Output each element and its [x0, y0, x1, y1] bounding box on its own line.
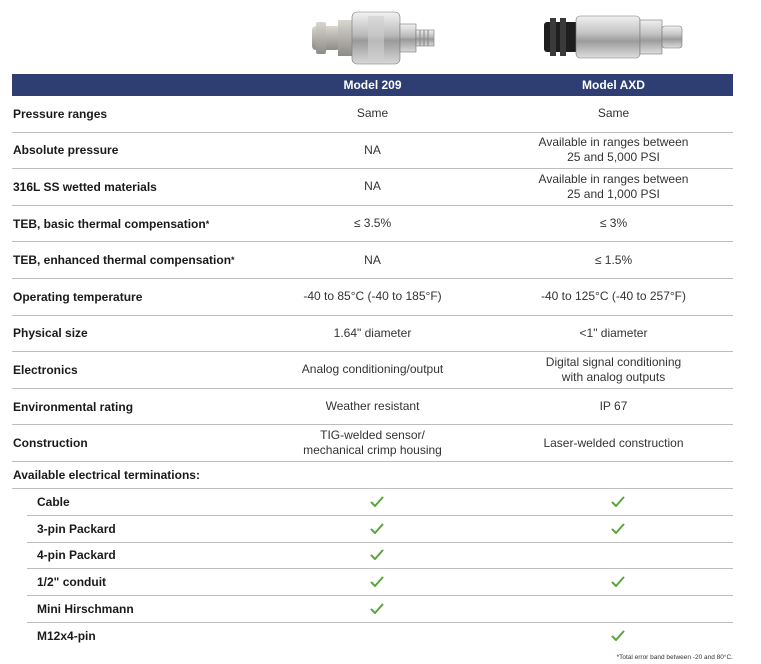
termination-row	[27, 596, 733, 623]
model-209-value: NA	[364, 142, 381, 157]
model-209-value: NA	[364, 252, 381, 267]
model-209-check-cell	[367, 569, 387, 595]
model-axd-value: <1" diameter	[579, 325, 648, 340]
termination-label: Mini Hirschmann	[37, 602, 134, 617]
row-label: Absolute pressure	[13, 143, 119, 158]
termination-row	[27, 489, 733, 516]
model-209-value: Weather resistant	[325, 399, 420, 414]
termination-row	[27, 516, 733, 543]
model-axd-value: IP 67	[599, 399, 628, 414]
model-axd-value: Available in ranges between 25 and 1,000 PSI	[538, 171, 689, 201]
header-model-209: Model 209	[343, 78, 402, 92]
table-row	[12, 206, 733, 243]
model-209-value: Analog conditioning/output	[301, 362, 444, 377]
check-icon	[611, 496, 625, 508]
model-axd-check-cell	[608, 543, 628, 569]
model-209-value: -40 to 85°C (-40 to 185°F)	[303, 289, 442, 304]
table-row	[12, 279, 733, 316]
header-model-axd: Model AXD	[582, 78, 645, 92]
table-header	[12, 74, 733, 96]
table-row	[12, 352, 733, 389]
model-axd-value: Available in ranges between 25 and 5,000 PSI	[538, 135, 689, 165]
termination-row	[27, 569, 733, 596]
row-label: Operating temperature	[13, 289, 143, 304]
termination-label: 3-pin Packard	[37, 521, 116, 536]
model-209-value: TIG-welded sensor/ mechanical crimp housing	[303, 428, 442, 458]
table-row	[12, 169, 733, 206]
check-icon	[370, 523, 384, 535]
footnote-asterisk: *	[205, 218, 210, 229]
model-209-value: 1.64" diameter	[333, 325, 412, 340]
model-209-check-cell	[367, 623, 387, 650]
model-axd-check-cell	[608, 516, 628, 542]
check-icon	[611, 576, 625, 588]
check-icon	[611, 630, 625, 642]
model-209-value: ≤ 3.5%	[353, 216, 392, 231]
model-209-sensor-image	[310, 6, 440, 68]
model-axd-value: Same	[597, 106, 630, 121]
row-label: 316L SS wetted materials	[13, 179, 157, 194]
model-axd-value: Digital signal conditioning with analog outputs	[545, 354, 682, 384]
model-axd-sensor-image	[540, 6, 690, 68]
model-axd-check-cell	[608, 489, 628, 515]
termination-row	[27, 543, 733, 570]
row-label: Physical size	[13, 326, 88, 341]
row-label: Construction	[13, 436, 88, 451]
table-row	[12, 133, 733, 170]
termination-label: M12x4-pin	[37, 629, 96, 644]
model-axd-value: ≤ 3%	[599, 216, 628, 231]
row-label: Pressure ranges	[13, 106, 108, 121]
termination-label: 1/2" conduit	[37, 575, 107, 590]
model-axd-value: ≤ 1.5%	[594, 252, 633, 267]
model-axd-check-cell	[608, 623, 628, 650]
model-axd-value: Laser-welded construction	[543, 435, 684, 450]
table-row	[12, 96, 733, 133]
row-label: TEB, enhanced thermal compensation *	[13, 253, 235, 268]
model-209-value: NA	[364, 179, 381, 194]
footnote: *Total error band between -20 and 80°C.	[616, 654, 733, 661]
termination-label: Cable	[37, 494, 70, 509]
row-label: Environmental rating	[13, 399, 134, 414]
comparison-table	[12, 74, 733, 650]
model-axd-check-cell	[608, 596, 628, 622]
model-209-check-cell	[367, 596, 387, 622]
row-label: TEB, basic thermal compensation *	[13, 216, 210, 231]
terminations-heading: Available electrical terminations:	[12, 462, 733, 489]
table-row	[12, 242, 733, 279]
model-209-check-cell	[367, 516, 387, 542]
check-icon	[370, 603, 384, 615]
termination-label: 4-pin Packard	[37, 548, 116, 563]
footnote-asterisk: *	[231, 255, 235, 266]
model-209-value: Same	[356, 106, 389, 121]
model-axd-value: -40 to 125°C (-40 to 257°F)	[540, 289, 686, 304]
terminations-list	[12, 489, 733, 650]
termination-row	[27, 623, 733, 650]
model-209-check-cell	[367, 543, 387, 569]
model-209-check-cell	[367, 489, 387, 515]
row-label: Electronics	[13, 362, 78, 377]
table-row	[12, 389, 733, 426]
check-icon	[370, 496, 384, 508]
check-icon	[611, 523, 625, 535]
check-icon	[370, 549, 384, 561]
table-row	[12, 316, 733, 353]
product-images	[0, 0, 761, 74]
model-axd-check-cell	[608, 569, 628, 595]
table-row	[12, 425, 733, 462]
check-icon	[370, 576, 384, 588]
